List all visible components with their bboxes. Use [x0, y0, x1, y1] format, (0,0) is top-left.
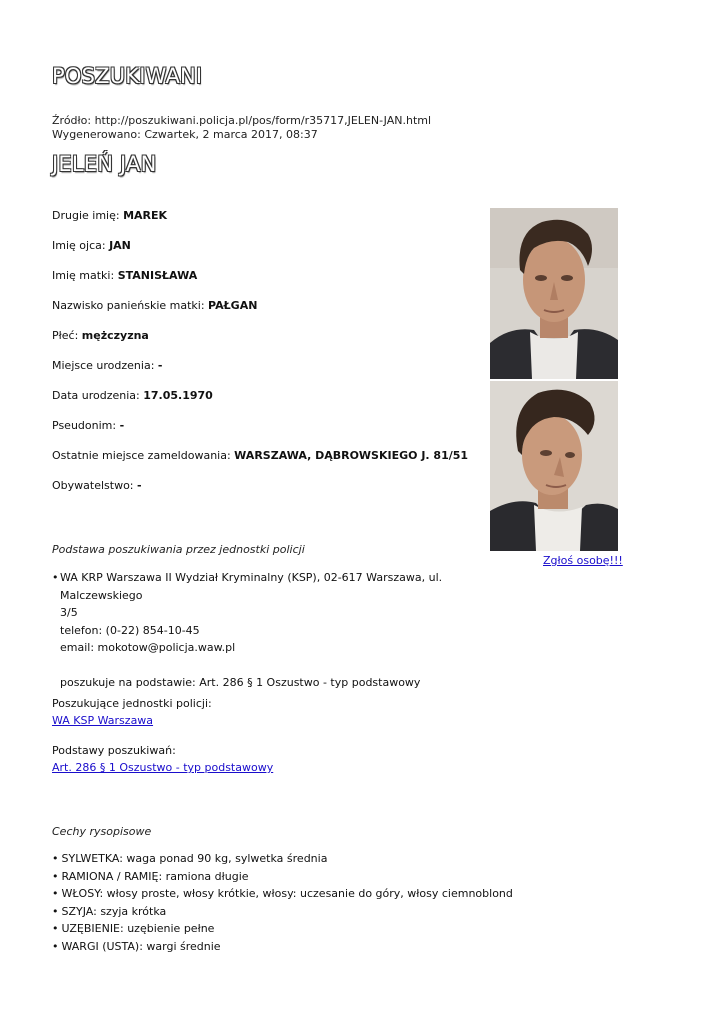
field-birth-date: [52, 389, 482, 419]
field-value: -: [157, 359, 163, 372]
features-section-title: Cechy rysopisowe: [52, 825, 152, 838]
field-sex: [52, 329, 482, 359]
basis-section-title: Podstawa poszukiwania przez jednostki policji: [52, 543, 305, 556]
list-item: • SYLWETKA: waga ponad 90 kg, sylwetka średnia: [52, 850, 513, 868]
source-line: Źródło: http://poszukiwani.policja.pl/pos/form/r35717,JELEN-JAN.html: [52, 114, 432, 127]
police-unit-item: [52, 569, 492, 691]
unit-email: email: mokotow@policja.waw.pl: [60, 641, 236, 654]
search-basis-link[interactable]: Art. 286 § 1 Oszustwo - typ podstawowy: [52, 761, 274, 774]
field-label: Pseudonim:: [52, 419, 120, 432]
field-middle-name: [52, 209, 482, 239]
field-nickname: [52, 419, 482, 449]
field-label: Obywatelstwo:: [52, 479, 137, 492]
field-value: -: [119, 419, 125, 432]
searching-unit-link[interactable]: WA KSP Warszawa: [52, 714, 154, 727]
bullet-icon: •: [52, 571, 59, 584]
field-value: JAN: [109, 239, 131, 252]
field-last-residence: [52, 449, 482, 479]
list-item: • WŁOSY: włosy proste, włosy krótkie, włosy: uczesanie do góry, włosy ciemnoblond: [52, 885, 513, 903]
field-label: Imię matki:: [52, 269, 118, 282]
field-value: 17.05.1970: [143, 389, 213, 402]
features-list: [52, 850, 513, 955]
field-label: Drugie imię:: [52, 209, 124, 222]
field-value: mężczyzna: [81, 329, 149, 342]
search-bases-label: Podstawy poszukiwań:: [52, 744, 176, 757]
field-value: PAŁGAN: [208, 299, 258, 312]
report-person-link[interactable]: Zgłoś osobę!!!: [543, 554, 623, 567]
person-name: JELEŃ JAN: [52, 152, 157, 176]
field-label: Nazwisko panieńskie matki:: [52, 299, 209, 312]
list-item: • UZĘBIENIE: uzębienie pełne: [52, 920, 513, 938]
list-item: • RAMIONA / RAMIĘ: ramiona długie: [52, 868, 513, 886]
field-mother-maiden-name: [52, 299, 482, 329]
photo-profile: [490, 381, 618, 551]
unit-basis: poszukuje na podstawie: Art. 286 § 1 Oszustwo - typ podstawowy: [60, 675, 421, 689]
field-label: Ostatnie miejsce zameldowania:: [52, 449, 235, 462]
field-label: Imię ojca:: [52, 239, 110, 252]
field-birth-place: [52, 359, 482, 389]
list-item: • WARGI (USTA): wargi średnie: [52, 938, 513, 956]
personal-details: [52, 209, 482, 509]
photo-front: [490, 208, 618, 379]
field-value: MAREK: [123, 209, 168, 222]
field-value: -: [137, 479, 142, 492]
searching-units-label: Poszukujące jednostki policji:: [52, 697, 212, 710]
field-mother-name: [52, 269, 482, 299]
unit-phone: telefon: (0-22) 854-10-45: [60, 623, 200, 637]
field-father-name: [52, 239, 482, 269]
unit-address: WA KRP Warszawa II Wydział Kryminalny (KSP), 02-617 Warszawa, ul. Malczewskiego: [60, 571, 443, 602]
generated-line: Wygenerowano: Czwartek, 2 marca 2017, 08:37: [52, 128, 318, 141]
field-label: Data urodzenia:: [52, 389, 144, 402]
page-header: POSZUKIWANI: [52, 64, 203, 88]
field-value: WARSZAWA, DĄBROWSKIEGO J. 81/51: [234, 449, 469, 462]
search-bases: [52, 742, 273, 776]
field-citizenship: [52, 479, 482, 509]
searching-units: [52, 695, 212, 729]
document-meta: [52, 114, 431, 142]
field-label: Miejsce urodzenia:: [52, 359, 158, 372]
field-label: Płeć:: [52, 329, 82, 342]
field-value: STANISŁAWA: [117, 269, 198, 282]
list-item: • SZYJA: szyja krótka: [52, 903, 513, 921]
unit-address-continued: 3/5: [60, 606, 78, 619]
